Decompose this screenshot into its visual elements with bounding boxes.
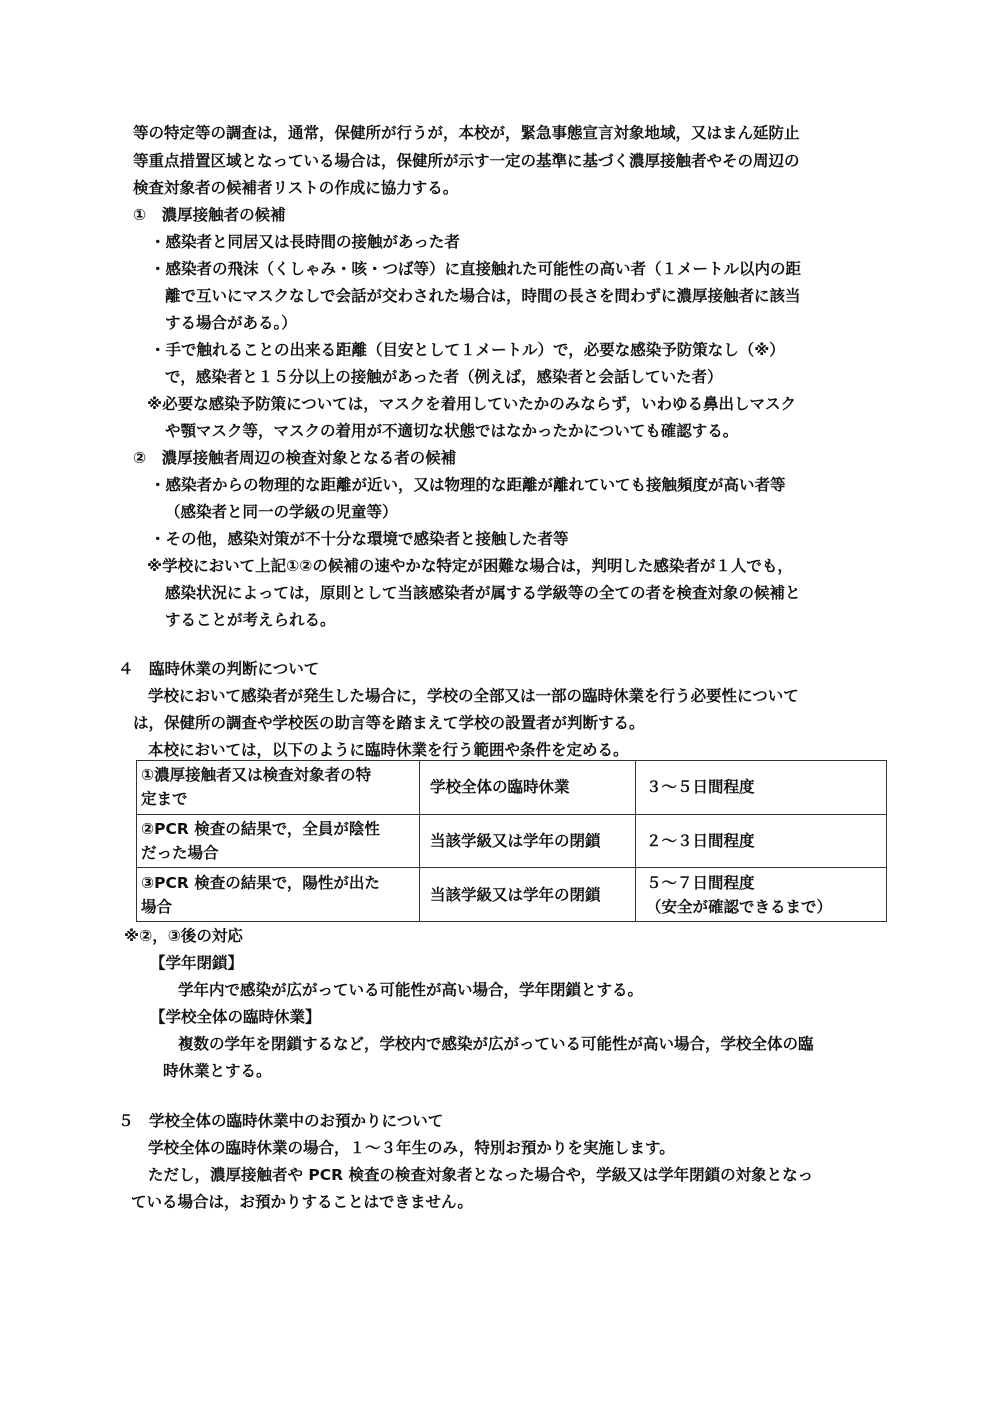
closure-conditions-table bbox=[136, 760, 887, 922]
candidates2-bullet-cont: （感染者と同一の学級の児童等） bbox=[165, 503, 398, 521]
section5-paragraph-cont: ている場合は，お預かりすることはできません。 bbox=[131, 1193, 473, 1211]
candidates1-bullet-cont: 離で互いにマスクなしで会話が交わされた場合は，時間の長さを問わずに濃厚接触者に該当 bbox=[165, 287, 801, 305]
candidates2-note: ※学校において上記①②の候補の速やかな特定が困難な場合は，判明した感染者が１人でも， bbox=[147, 557, 793, 575]
grade-closure-heading: 【学年閉鎖】 bbox=[150, 954, 244, 972]
section4-heading: ４ 臨時休業の判断について bbox=[118, 660, 320, 678]
condition-cell: ②PCR 検査の結果で，全員が陰性 だった場合 bbox=[137, 814, 420, 868]
candidates2-bullet: ・その他，感染対策が不十分な環境で感染者と接触した者等 bbox=[150, 530, 569, 548]
section4-paragraph: 学校において感染者が発生した場合に，学校の全部又は一部の臨時休業を行う必要性について bbox=[148, 687, 799, 705]
condition-cell: ①濃厚接触者又は検査対象者の特 定まで bbox=[137, 761, 420, 815]
school-closure-text: 複数の学年を閉鎖するなど，学校内で感染が広がっている可能性が高い場合，学校全体の臨 bbox=[178, 1035, 814, 1053]
period-cell: ２～３日間程度 bbox=[636, 814, 887, 868]
candidates1-bullet: ・手で触れることの出来る距離（目安として１メートル）で，必要な感染予防策なし（※） bbox=[150, 341, 785, 359]
condition-cell: ③PCR 検査の結果で，陽性が出た 場合 bbox=[137, 868, 420, 922]
table-row bbox=[137, 814, 887, 868]
candidates2-bullet: ・感染者からの物理的な距離が近い，又は物理的な距離が離れていても接触頻度が高い者等 bbox=[150, 476, 786, 494]
intro-line: 等の特定等の調査は，通常，保健所が行うが，本校が，緊急事態宣言対象地域，又はまん延防止 bbox=[133, 124, 800, 142]
candidates1-bullet: ・感染者と同居又は長時間の接触があった者 bbox=[150, 233, 460, 251]
scope-cell: 学校全体の臨時休業 bbox=[420, 761, 636, 815]
candidates1-bullet: ・感染者の飛沫（くしゃみ・咳・つば等）に直接触れた可能性の高い者（１メートル以内の距 bbox=[150, 260, 802, 278]
scope-cell: 当該学級又は学年の閉鎖 bbox=[420, 814, 636, 868]
candidates1-bullet-cont: する場合がある。） bbox=[165, 314, 297, 332]
candidates2-note-cont: することが考えられる。 bbox=[165, 611, 336, 629]
after-response-title: ※②，③後の対応 bbox=[124, 927, 243, 945]
scope-cell: 当該学級又は学年の閉鎖 bbox=[420, 868, 636, 922]
section4-paragraph: 本校においては，以下のように臨時休業を行う範囲や条件を定める。 bbox=[148, 741, 629, 759]
candidates1-heading: ① 濃厚接触者の候補 bbox=[133, 206, 286, 224]
section5-paragraph: 学校全体の臨時休業の場合，１～３年生のみ，特別お預かりを実施します。 bbox=[148, 1139, 675, 1157]
intro-line: 等重点措置区域となっている場合は，保健所が示す一定の基準に基づく濃厚接触者やその周辺の bbox=[133, 152, 800, 170]
candidates2-heading: ② 濃厚接触者周辺の検査対象となる者の候補 bbox=[133, 449, 457, 467]
table-row bbox=[137, 868, 887, 922]
section5-heading: ５ 学校全体の臨時休業中のお預かりについて bbox=[118, 1112, 444, 1130]
candidates2-note-cont: 感染状況によっては，原則として当該感染者が属する学級等の全ての者を検査対象の候補と bbox=[165, 584, 801, 602]
grade-closure-text: 学年内で感染が広がっている可能性が高い場合，学年閉鎖とする。 bbox=[178, 981, 644, 999]
section5-paragraph: ただし，濃厚接触者や PCR 検査の検査対象者となった場合や，学級又は学年閉鎖の対象となっ bbox=[148, 1166, 814, 1184]
school-closure-text-cont: 時休業とする。 bbox=[163, 1062, 272, 1080]
period-cell: ５～７日間程度 （安全が確認できるまで） bbox=[636, 868, 887, 922]
candidates1-note-cont: や顎マスク等，マスクの着用が不適切な状態ではなかったかについても確認する。 bbox=[165, 422, 739, 440]
candidates1-bullet-cont: で，感染者と１５分以上の接触があった者（例えば，感染者と会話していた者） bbox=[165, 368, 723, 386]
section4-paragraph-cont: は，保健所の調査や学校医の助言等を踏まえて学校の設置者が判断する。 bbox=[133, 714, 645, 732]
period-cell: ３～５日間程度 bbox=[636, 761, 887, 815]
school-closure-heading: 【学校全体の臨時休業】 bbox=[150, 1008, 321, 1026]
table-row bbox=[137, 761, 887, 815]
candidates1-note: ※必要な感染予防策については，マスクを着用していたかのみならず，いわゆる鼻出しマスク bbox=[147, 395, 797, 413]
intro-line: 検査対象者の候補者リストの作成に協力する。 bbox=[133, 179, 459, 197]
